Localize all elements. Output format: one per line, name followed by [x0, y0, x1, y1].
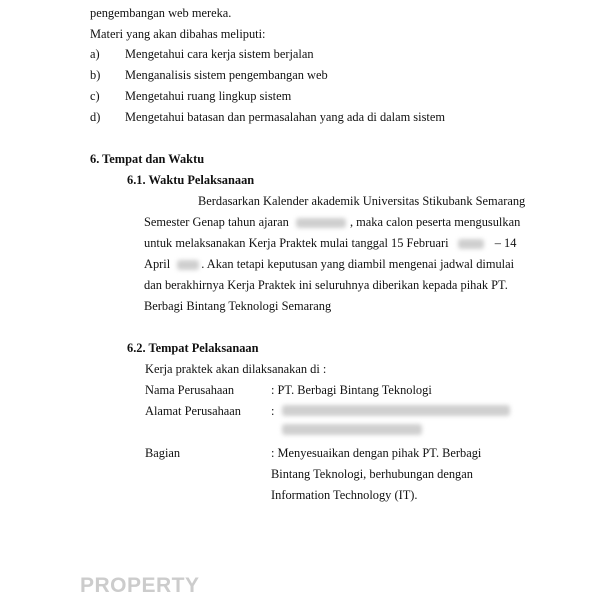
list-item-marker: d) [90, 110, 101, 124]
redacted-address-line [282, 424, 422, 435]
redacted-academic-year [296, 218, 346, 228]
department-value-line: Information Technology (IT). [271, 488, 418, 502]
department-value-line: Bintang Teknologi, berhubungan dengan [271, 467, 473, 481]
company-address-label: Alamat Perusahaan [145, 404, 241, 418]
intro-tail-text: pengembangan web mereka. [90, 6, 232, 20]
section-6-2-heading: 6.2. Tempat Pelaksanaan [127, 341, 259, 355]
paragraph-line: Berbagi Bintang Teknologi Semarang [144, 299, 332, 313]
property-watermark: PROPERTY [80, 574, 200, 597]
redacted-year [177, 260, 199, 270]
paragraph-text: untuk melaksanakan Kerja Praktek mulai tanggal 15 Februari [144, 236, 449, 250]
section-6-2-intro: Kerja praktek akan dilaksanakan di : [145, 362, 327, 376]
paragraph-line [144, 256, 514, 272]
department-value-line: : Menyesuaikan dengan pihak PT. Berbagi [271, 446, 482, 460]
list-item: Menganalisis sistem pengembangan web [125, 68, 328, 82]
paragraph-line: Berdasarkan Kalender akademik Universitas Stikubank Semarang [198, 194, 526, 208]
paragraph-line [144, 214, 521, 230]
company-name-label: Nama Perusahaan [145, 383, 235, 397]
paragraph-text: . Akan tetapi keputusan yang diambil mengenai jadwal dimulai [201, 257, 515, 271]
redacted-address-line [282, 405, 510, 416]
section-6-1-heading: 6.1. Waktu Pelaksanaan [127, 173, 255, 187]
paragraph-line [144, 235, 516, 251]
list-item: Mengetahui cara kerja sistem berjalan [125, 47, 314, 61]
company-name-value: : PT. Berbagi Bintang Teknologi [271, 383, 432, 397]
paragraph-text: – 14 [494, 236, 517, 250]
redacted-year [458, 239, 484, 249]
company-address-colon: : [271, 404, 275, 418]
paragraph-line: dan berakhirnya Kerja Praktek ini seluruhnya diberikan kepada pihak PT. [144, 278, 508, 292]
paragraph-text: , maka calon peserta mengusulkan [349, 215, 521, 229]
list-item: Mengetahui ruang lingkup sistem [125, 89, 292, 103]
paragraph-text: Semester Genap tahun ajaran [144, 215, 289, 229]
paragraph-text: April [144, 257, 171, 271]
materi-intro: Materi yang akan dibahas meliputi: [90, 27, 266, 41]
department-label: Bagian [145, 446, 181, 460]
list-item-marker: a) [90, 47, 100, 61]
list-item: Mengetahui batasan dan permasalahan yang ada di dalam sistem [125, 110, 445, 124]
list-item-marker: b) [90, 68, 101, 82]
list-item-marker: c) [90, 89, 100, 103]
section-6-heading: 6. Tempat dan Waktu [90, 152, 205, 166]
